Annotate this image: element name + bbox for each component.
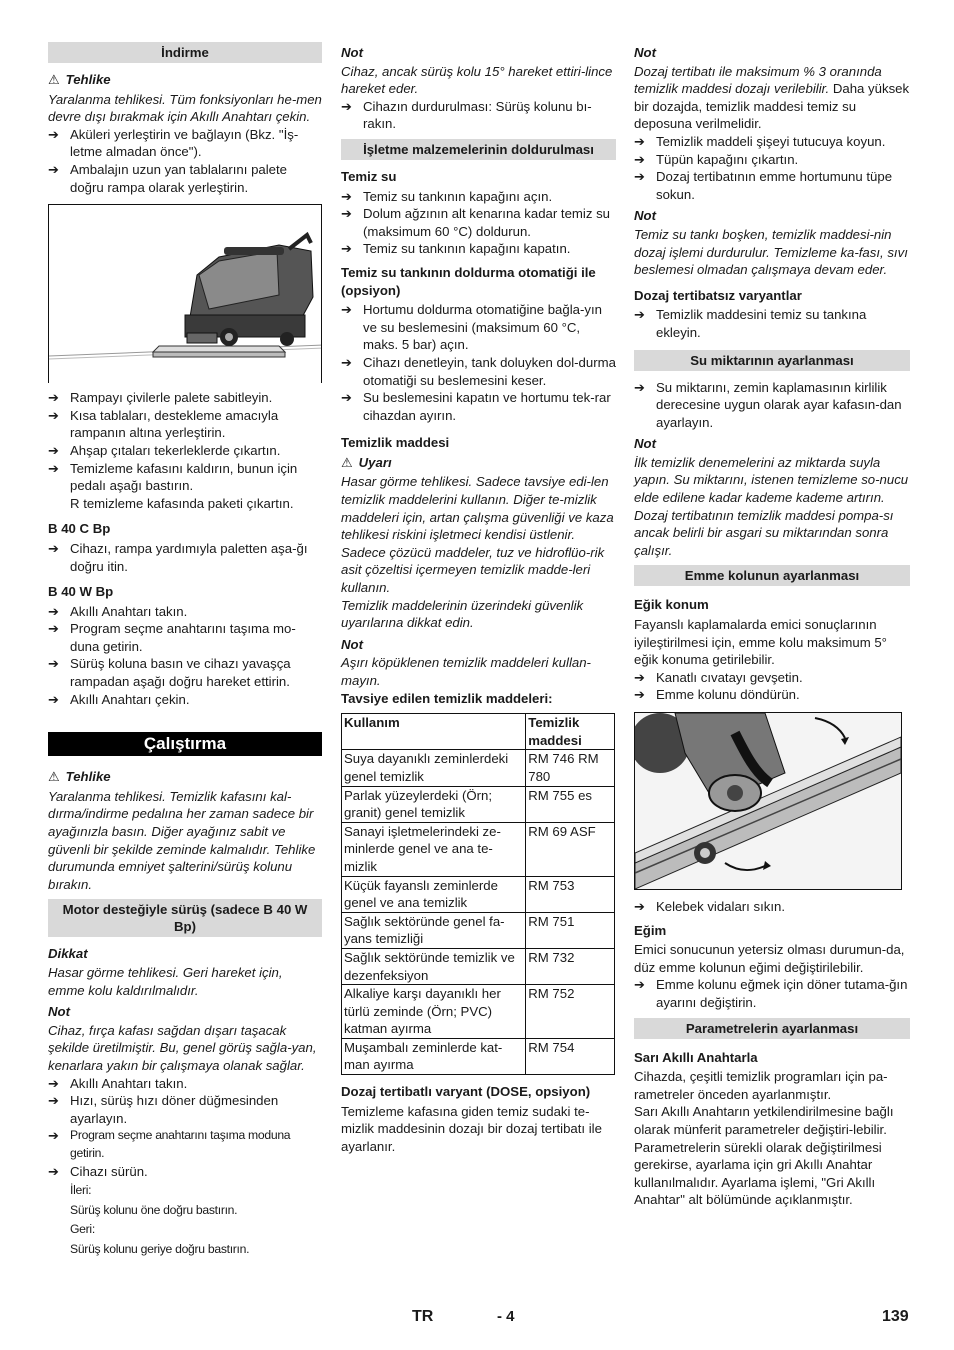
danger-warning-text: Yaralanma tehlikesi. Tüm fonksiyonları he-men devre dışı bırakmak için Akıllı Anahtarı çekin. xyxy=(48,91,322,125)
section-heading-su-miktari: Su miktarının ayarlanması xyxy=(634,350,910,371)
step-remove-cap: ➔ Tüpün kapağını çıkartın. xyxy=(634,151,910,169)
step-transport-mode: ➔ Program seçme anahtarını taşıma mo-duna getirin. xyxy=(48,620,322,655)
step-short-boards: ➔ Kısa tablaları, destekleme amacıyla rampanın altına yerleştirin. xyxy=(48,407,322,442)
sari-text-2: Sarı Akıllı Anahtarın yetkilendirilmesine bağlı olarak münferit parametreler değiştiri-lebilir. xyxy=(634,1104,894,1137)
table-cell: Parlak yüzeylerdeki (Örn; granit) genel temizlik xyxy=(342,786,526,822)
table-cell: RM 732 xyxy=(526,948,615,984)
forward-text: Sürüş kolunu öne doğru bastırın. xyxy=(70,1202,238,1217)
heading-b40c: B 40 C Bp xyxy=(48,521,111,537)
step-connect-hose: ➔ Hortumu doldurma otomatiğine bağla-yın ve su beslemesini (maksimum 60 °C, maks. 5 bar) açın. xyxy=(341,301,616,354)
note-title-3: Not xyxy=(634,436,656,452)
warning-text-1: Hasar görme tehlikesi. Sadece tavsiye edi-len temizlik maddelerini kullanın. Diğer te-mizlik maddeleri için, artan çalışma güvenliği ve kaza tehlikesi riskini işletmeci kendisi üstlenir. xyxy=(341,474,614,543)
section-heading-calistirma: Çalıştırma xyxy=(48,732,322,756)
machine-on-pallet-figure xyxy=(48,204,322,383)
section-heading-parametre: Parametrelerin ayarlanması xyxy=(634,1018,910,1039)
squeegee-illustration xyxy=(635,713,901,889)
table-header-detergent: Temizlik maddesi xyxy=(526,714,615,750)
note-text-3a: İlk temizlik denemelerini az miktarda suyla yapın. Su miktarını, istenen temizleme so-nucu elde edilene kadar kademe kademe artırın. xyxy=(634,454,909,506)
footer-section: - 4 xyxy=(497,1308,515,1325)
table-row xyxy=(342,750,615,786)
dozaj-text: Temizleme kafasına giden temiz sudaki te-mizlik maddesinin dozajı bir dozaj tertibatı ile ayarlanır. xyxy=(341,1103,602,1154)
step-place-bottle: ➔ Temizlik maddeli şişeyi tutucuya koyun. xyxy=(634,133,910,151)
danger-warning-title: ⚠ Tehlike xyxy=(48,72,111,87)
step-set-water: ➔ Su miktarını, zemin kaplamasının kirlilik derecesine uygun olarak ayar kafasın-dan ayarlayın. xyxy=(634,379,910,432)
table-cell: RM 752 xyxy=(526,985,615,1039)
danger-warning-text-2: Yaralanma tehlikesi. Temizlik kafasını kal-dırma/indirme pedalına her zaman sadece bir ayağınızla basın. Diğer ayağınız sabit ve güvenli bir şekilde zeminde kalmalıdır. Tehlike durumunda emniyet şalterini/sürüş kolunu bırakın. xyxy=(48,788,316,892)
table-cell: Muşambalı zeminlerde kat-man ayırma xyxy=(342,1038,526,1074)
danger-warning-title-2: ⚠ Tehlike xyxy=(48,769,111,785)
section-heading-isletme: İşletme malzemelerinin doldurulması xyxy=(341,139,616,160)
note-text: Dozaj tertibatı ile maksimum % 3 oranında temizlik maddesi dozajı verilebilir. Daha yüksek bir dozajda, temizlik maddesi temiz su deposuna verilmelidir. xyxy=(634,63,910,132)
column-middle xyxy=(341,42,616,1155)
heading-egim: Eğim xyxy=(634,922,667,938)
step-nail-ramp: ➔ Rampayı çivilerle palete sabitleyin. xyxy=(48,389,322,407)
backward-label: Geri: xyxy=(70,1222,95,1237)
step-add-detergent: ➔ Temizlik maddesini temiz su tankına ekleyin. xyxy=(634,306,910,341)
forward-label: İleri: xyxy=(70,1183,92,1198)
table-cell: RM 755 es xyxy=(526,786,615,822)
step-close-supply: ➔ Su beslemesini kapatın ve hortumu tek-rar cihazdan ayırın. xyxy=(341,389,616,424)
table-cell: Küçük fayanslı zeminlerde genel ve ana temizlik xyxy=(342,876,526,912)
step-insert-key: ➔ Akıllı Anahtarı takın. xyxy=(48,603,322,621)
step-insert-hose: ➔ Dozaj tertibatının emme hortumunu tüpe sokun. xyxy=(634,168,910,203)
section-heading-indirme: İndirme xyxy=(48,42,322,63)
step-push-down: ➔ Cihazı, rampa yardımıyla paletten aşa-ğı doğru itin. xyxy=(48,540,322,575)
table-row xyxy=(342,985,615,1039)
table-cell: RM 746 RM 780 xyxy=(526,750,615,786)
table-cell: RM 751 xyxy=(526,912,615,948)
step-check-device: ➔ Cihazı denetleyin, tank doluyken dol-durma otomatiği su beslemesini keser. xyxy=(341,354,616,389)
table-row xyxy=(342,912,615,948)
heading-recommended: Tavsiye edilen temizlik maddeleri: xyxy=(341,690,553,706)
note-text: Cihaz, fırça kafası sağdan dışarı taşacak şekilde üretilmiştir. Bu, genel görüş sağla-yan, kenarlara yakın bir çalışmaya olanak sağlar. xyxy=(48,1022,317,1073)
squeegee-figure xyxy=(634,712,902,890)
table-row xyxy=(342,822,615,876)
note-title-2: Not xyxy=(341,636,363,652)
warning-triangle-icon: ⚠ xyxy=(48,769,60,785)
heading-b40w: B 40 W Bp xyxy=(48,584,114,600)
step-loosen-bolt: ➔ Kanatlı cıvatayı gevşetin. xyxy=(634,669,910,687)
step-open-lid: ➔ Temiz su tankının kapağını açın. xyxy=(341,188,616,206)
heading-dozaj: Dozaj tertibatlı varyant (DOSE, opsiyon) xyxy=(341,1084,591,1100)
heading-egik: Eğik konum xyxy=(634,597,709,613)
table-cell: RM 754 xyxy=(526,1038,615,1074)
detergent-table xyxy=(341,713,615,1075)
note-title: Not xyxy=(48,1004,70,1020)
step-transport-mode-2: ➔ Program seçme anahtarını taşıma moduna getirin. xyxy=(48,1127,322,1162)
table-row xyxy=(342,786,615,822)
egik-text: Fayanslı kaplamalarda emici sonuçlarının iyileştirilmesi için, emme kolu maksimum 5° eğik konuma getirilebilir. xyxy=(634,617,887,668)
warning-triangle-icon: ⚠ xyxy=(48,72,60,87)
step-rotate-squeegee: ➔ Emme kolunu döndürün. xyxy=(634,686,910,704)
step-fill-water: ➔ Dolum ağzının alt kenarına kadar temiz su (maksimum 60 °C) doldurun. xyxy=(341,205,616,240)
caution-text: Hasar görme tehlikesi. Geri hareket için, emme kolu kaldırılmalıdır. xyxy=(48,965,283,998)
step-lift-head: ➔ Temizleme kafasını kaldırın, bunun için pedalı aşağı bastırın. xyxy=(48,460,322,495)
step-drive: ➔ Cihazı sürün. xyxy=(48,1163,322,1181)
table-cell: Alkaliye karşı dayanıklı her türlü zeminde (Örn; PVC) katman ayırma xyxy=(342,985,526,1039)
table-cell: Sağlık sektöründe genel fa-yans temizliği xyxy=(342,912,526,948)
heading-auto-fill: Temiz su tankının doldurma otomatiği ile (opsiyon) xyxy=(341,264,596,298)
note-title: Not xyxy=(634,45,656,60)
step-tighten-screws: ➔ Kelebek vidaları sıkın. xyxy=(634,898,910,916)
step-drive-down: ➔ Sürüş koluna basın ve cihazı yavaşça rampadan aşağı doğru hareket ettirin. xyxy=(48,655,322,690)
table-row xyxy=(342,948,615,984)
step-batteries: ➔ Aküleri yerleştirin ve bağlayın (Bkz. "İş-letme almadan önce"). xyxy=(48,126,322,161)
heading-temiz-su: Temiz su xyxy=(341,168,397,184)
note-text-2: Temiz su tankı boşken, temizlik maddesi-nin dozaj işlemi durdurulur. Temizleme ka-fası, sıvı beslemesi olmadan çalışmaya devam eder. xyxy=(634,226,908,278)
footer-page-number: 139 xyxy=(882,1308,909,1325)
note-text: Cihaz, ancak sürüş kolu 15° hareket ettiri-lince hareket eder. xyxy=(341,63,613,97)
table-cell: Sanayi işletmelerindeki ze-minlerde genel ve ana te-mizlik xyxy=(342,822,526,876)
column-left xyxy=(48,42,322,1259)
warning-title: ⚠ Uyarı xyxy=(341,454,392,470)
footer-language: TR xyxy=(412,1308,434,1325)
table-cell: RM 753 xyxy=(526,876,615,912)
table-header-row xyxy=(342,714,615,750)
heading-sari-anahtar: Sarı Akıllı Anahtarla xyxy=(634,1049,758,1065)
warning-triangle-icon: ⚠ xyxy=(341,454,353,470)
step-ramp: ➔ Ambalajın uzun yan tablalarını palete doğru rampa olarak yerleştirin. xyxy=(48,161,322,196)
heading-temizlik-maddesi: Temizlik maddesi xyxy=(341,435,450,451)
step-wood-slats: ➔ Ahşap çıtaları tekerleklerde çıkartın. xyxy=(48,442,322,460)
heading-dozajsiz: Dozaj tertibatsız varyantlar xyxy=(634,287,802,303)
step-stop-device: ➔ Cihazın durdurulması: Sürüş kolunu bı-rakın. xyxy=(341,98,616,133)
step-close-lid: ➔ Temiz su tankının kapağını kapatın. xyxy=(341,240,616,258)
warning-text-3: Temizlik maddelerinin üzerindeki güvenlik uyarılarına dikkat edin. xyxy=(341,597,584,631)
section-heading-emme: Emme kolunun ayarlanması xyxy=(634,565,910,586)
step-tilt-squeegee: ➔ Emme kolunu eğmek için döner tutama-ğın ayarını değiştirin. xyxy=(634,976,910,1011)
warning-text-2: Sadece çözücü maddeler, tuz ve hidroflüo-rik asit çözeltisi içermeyen temizlik madde-leri kullanın. xyxy=(341,544,605,596)
table-cell: Suya dayanıklı zeminlerdeki genel temizlik xyxy=(342,750,526,786)
note-text-2: Aşırı köpüklenen temizlik maddeleri kullan-mayın. xyxy=(341,655,591,688)
step-insert-key-2: ➔ Akıllı Anahtarı takın. xyxy=(48,1075,322,1093)
note-title-2: Not xyxy=(634,208,656,224)
backward-text: Sürüş kolunu geriye doğru bastırın. xyxy=(70,1241,250,1256)
step-set-speed: ➔ Hızı, sürüş hızı döner düğmesinden ayarlayın. xyxy=(48,1092,322,1127)
sari-text-1: Cihazda, çeşitli temizlik programları için pa-rametreler önceden ayarlanmıştır. xyxy=(634,1069,888,1102)
note-text-3b: Dozaj tertibatının temizlik maddesi pompa-sı ancak belirli bir asgari su miktarından sonra çalışır. xyxy=(634,507,894,558)
section-heading-motor: Motor desteğiyle sürüş (sadece B 40 W Bp) xyxy=(48,899,322,937)
table-row xyxy=(342,1038,615,1074)
table-cell: RM 69 ASF xyxy=(526,822,615,876)
sari-text-3: Parametrelerin sürekli olarak değiştirilmesi gerekirse, ayarlama için gri Akıllı Anahtar kullanılmalıdır. Ayarlama işlemi, "Gri Akıllı Anahtar" alt bölümünde açıklanmıştır. xyxy=(634,1139,882,1208)
note-title: Not xyxy=(341,45,363,60)
step-remove-key: ➔ Akıllı Anahtarı çekin. xyxy=(48,691,322,709)
column-right xyxy=(634,42,910,1209)
caution-title: Dikkat xyxy=(48,946,88,962)
machine-on-pallet-illustration xyxy=(49,205,322,383)
table-header-usage: Kullanım xyxy=(342,714,526,750)
egim-text: Emici sonucunun yetersiz olması durumun-da, düz emme kolunun eğimi değiştirilebilir. xyxy=(634,942,905,975)
table-row xyxy=(342,876,615,912)
table-cell: Sağlık sektöründe temizlik ve dezenfeksiyon xyxy=(342,948,526,984)
step-lift-head-note: R temizleme kafasında paketi çıkartın. xyxy=(70,495,294,511)
